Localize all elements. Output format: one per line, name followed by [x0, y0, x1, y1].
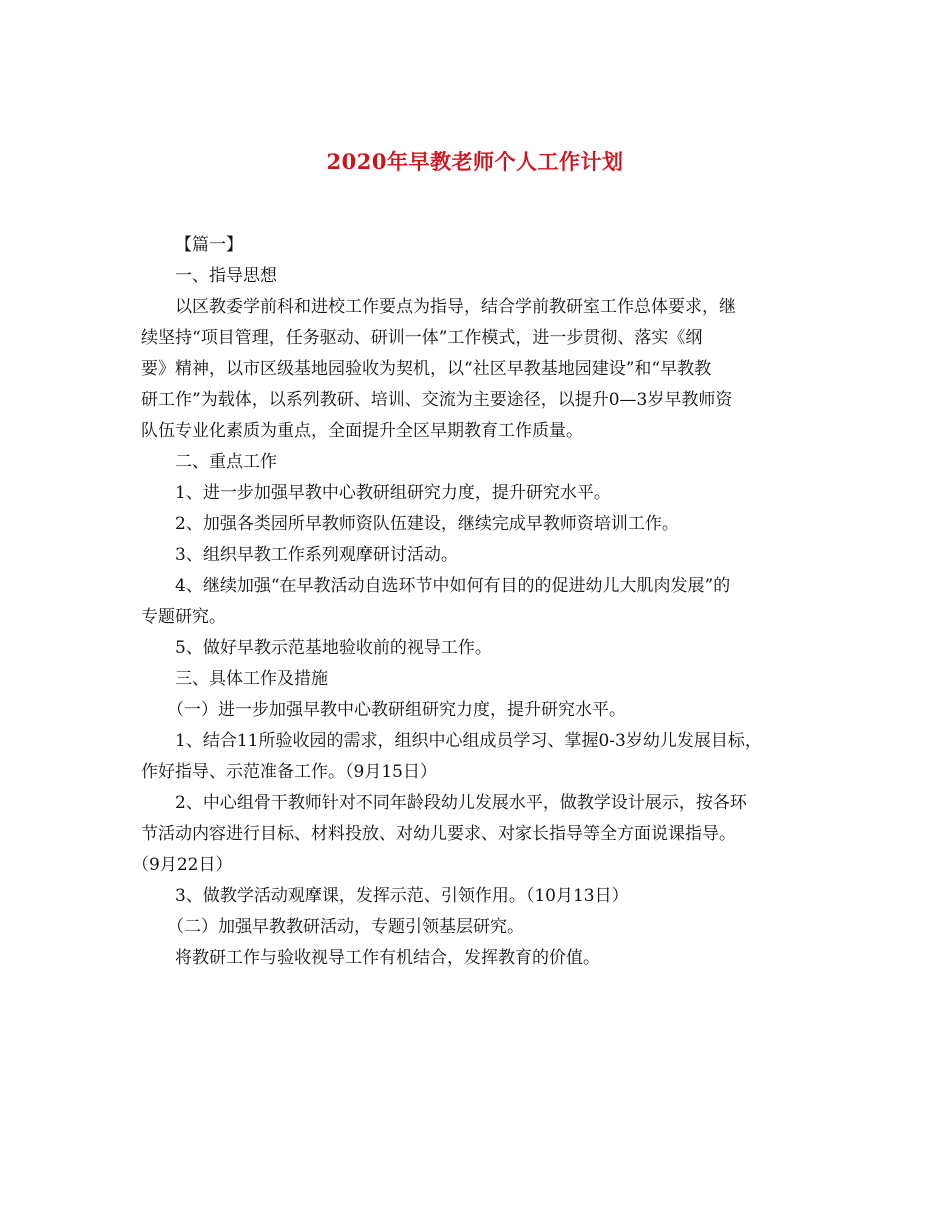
subheading: （二）加强早教教研活动，专题引领基层研究。: [167, 917, 524, 937]
list-item: 3、组织早教工作系列观摩研讨活动。: [175, 545, 458, 565]
paragraph-line: 研工作”为载体，以系列教研、培训、交流为主要途径，以提升0—3岁早教师资: [141, 390, 733, 410]
paragraph-line: 以区教委学前科和进校工作要点为指导，结合学前教研室工作总体要求，继: [175, 297, 736, 317]
list-item-continuation: 节活动内容进行目标、材料投放、对幼儿要求、对家长指导等全方面说课指导。: [141, 824, 736, 844]
list-item-continuation: （9月22日）: [132, 855, 233, 875]
paragraph-line: 要》精神，以市区级基地园验收为契机，以“社区早教基地园建设”和“早教教: [141, 359, 712, 379]
list-item: 3、做教学活动观摩课，发挥示范、引领作用。（10月13日）: [175, 886, 629, 906]
list-item: 1、结合11所验收园的需求，组织中心组成员学习、掌握0-3岁幼儿发展目标，: [175, 731, 762, 751]
list-item-continuation: 专题研究。: [141, 607, 226, 627]
list-item: 4、继续加强“在早教活动自选环节中如何有目的的促进幼儿大肌肉发展”的: [175, 576, 731, 596]
document-title: 2020年早教老师个人工作计划: [326, 149, 624, 174]
list-item: 5、做好早教示范基地验收前的视导工作。: [175, 638, 492, 658]
list-item-continuation: 作好指导、示范准备工作。（9月15日）: [141, 762, 437, 782]
section-label: 【篇一】: [175, 235, 243, 255]
heading-key-work: 二、重点工作: [175, 452, 277, 472]
document-body: [132, 230, 841, 974]
subheading: （一）进一步加强早教中心教研组研究力度，提升研究水平。: [167, 700, 626, 720]
paragraph-line: 续坚持“项目管理，任务驱动、研训一体”工作模式，进一步贯彻、落实《纲: [141, 328, 703, 348]
paragraph-line: 将教研工作与验收视导工作有机结合，发挥教育的价值。: [175, 948, 600, 968]
list-item: 2、中心组骨干教师针对不同年龄段幼儿发展水平，做教学设计展示，按各环: [175, 793, 747, 813]
list-item: 1、进一步加强早教中心教研组研究力度，提升研究水平。: [175, 483, 611, 503]
heading-specific-measures: 三、具体工作及措施: [175, 669, 328, 689]
paragraph-line: 队伍专业化素质为重点，全面提升全区早期教育工作质量。: [141, 421, 583, 441]
heading-guiding-ideology: 一、指导思想: [175, 266, 277, 286]
list-item: 2、加强各类园所早教师资队伍建设，继续完成早教师资培训工作。: [175, 514, 679, 534]
